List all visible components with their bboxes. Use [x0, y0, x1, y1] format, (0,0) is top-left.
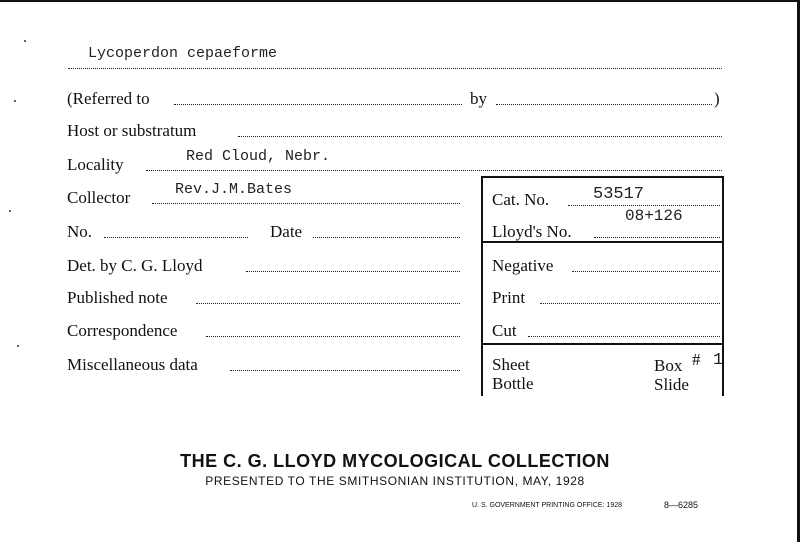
- box-divider-lower: [481, 343, 723, 345]
- negative-line: [572, 271, 720, 272]
- close-paren: ): [714, 89, 720, 108]
- misc-label: Miscellaneous data: [67, 355, 198, 374]
- lloyd-no-label: Lloyd's No.: [492, 222, 572, 241]
- bottle-label: Bottle: [492, 374, 534, 393]
- slide-label: Slide: [654, 375, 689, 394]
- misc-line: [230, 370, 460, 371]
- published-line: [196, 303, 460, 304]
- collection-title: THE C. G. LLOYD MYCOLOGICAL COLLECTION: [180, 451, 610, 471]
- box-hash: #: [692, 350, 701, 369]
- collection-subtitle: PRESENTED TO THE SMITHSONIAN INSTITUTION, MAY, 1928: [205, 474, 585, 488]
- locality-value: Red Cloud, Nebr.: [186, 148, 331, 165]
- correspondence-line: [206, 336, 460, 337]
- print-line: [540, 303, 720, 304]
- collector-line: [152, 203, 460, 204]
- box-divider: [481, 241, 723, 243]
- by-line: [496, 104, 712, 105]
- collector-label: Collector: [67, 188, 131, 207]
- speck: [9, 210, 11, 212]
- box-label: Box: [654, 356, 683, 375]
- box-top-border: [481, 176, 723, 178]
- locality-line: [146, 170, 722, 171]
- host-label: Host or substratum: [67, 121, 197, 140]
- by-label: by: [470, 89, 487, 108]
- lloyd-no-value: 08+126: [625, 207, 683, 225]
- date-label: Date: [270, 222, 303, 241]
- published-label: Published note: [67, 288, 168, 307]
- form-code: 8—6285: [664, 500, 699, 510]
- referred-to-label: (Referred to: [67, 89, 150, 108]
- cat-no-value: 53517: [593, 185, 645, 204]
- sheet-label: Sheet: [492, 355, 530, 374]
- host-line: [238, 136, 722, 137]
- date-line: [313, 237, 460, 238]
- cut-label: Cut: [492, 321, 517, 340]
- cat-no-label: Cat. No.: [492, 190, 550, 209]
- det-line: [246, 271, 460, 272]
- printing-office-note: U. S. GOVERNMENT PRINTING OFFICE: 1928: [472, 502, 623, 509]
- collector-value: Rev.J.M.Bates: [175, 181, 293, 198]
- referred-to-line: [174, 104, 462, 105]
- correspondence-label: Correspondence: [67, 321, 178, 340]
- speck: [24, 40, 26, 42]
- print-label: Print: [492, 288, 526, 307]
- species-line: [68, 68, 722, 69]
- lloyd-no-line: [594, 237, 720, 238]
- cut-line: [528, 336, 720, 337]
- speck: [17, 345, 19, 347]
- box-left-border: [481, 176, 483, 396]
- negative-label: Negative: [492, 256, 554, 275]
- card-top-edge: [0, 0, 800, 2]
- det-label: Det. by C. G. Lloyd: [67, 256, 203, 275]
- speck: [14, 100, 16, 102]
- locality-label: Locality: [67, 155, 124, 174]
- no-label: No.: [67, 222, 93, 241]
- no-line: [104, 237, 248, 238]
- species-name: Lycoperdon cepaeforme: [88, 45, 278, 62]
- cat-no-line: [568, 205, 720, 206]
- box-number: 1: [713, 351, 724, 370]
